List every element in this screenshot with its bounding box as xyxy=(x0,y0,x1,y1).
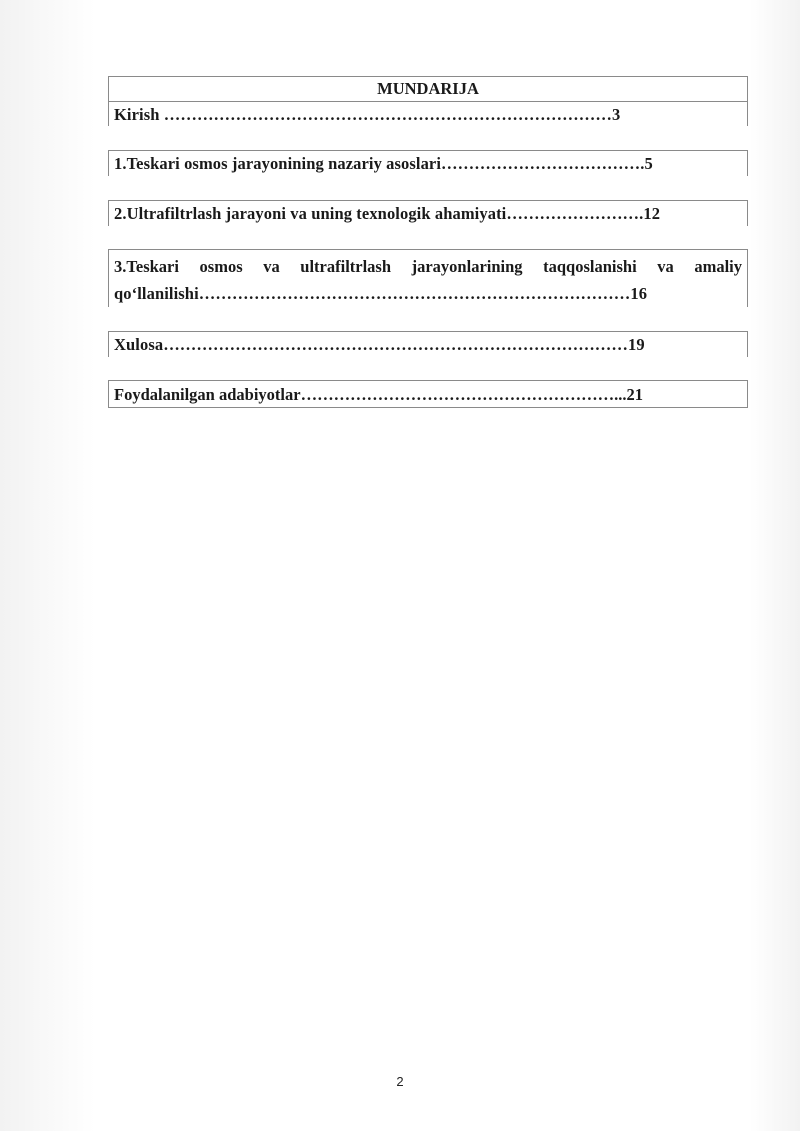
toc-entry-chapter-3-line-2[interactable]: qo‘llanilishi……………………………………………………………………16 xyxy=(114,284,648,303)
toc-section-intro xyxy=(108,76,748,126)
page-number: 2 xyxy=(396,1074,404,1089)
toc-entry-chapter-2[interactable]: 2.Ultrafiltrlash jarayoni va uning texnologik ahamiyati…………………….12 xyxy=(114,204,661,223)
toc-section-conclusion xyxy=(108,331,748,357)
toc-entry-xulosa[interactable]: Xulosa…………………………………………………………………………19 xyxy=(114,335,645,354)
toc-section-1 xyxy=(108,150,748,176)
toc-entry-chapter-3-line-1[interactable]: 3.Teskari osmos va ultrafiltrlash jarayonlarining taqqoslanishi va amaliy xyxy=(114,257,742,276)
page-shadow-right xyxy=(750,0,800,1131)
page-shadow-left xyxy=(0,0,95,1131)
toc-section-references xyxy=(108,380,748,408)
toc-entry-chapter-1[interactable]: 1.Teskari osmos jarayonining nazariy asoslari……………………………….5 xyxy=(114,154,653,173)
toc-section-3 xyxy=(108,249,748,307)
toc-section-2 xyxy=(108,200,748,226)
toc-entry-references[interactable]: Foydalanilgan adabiyotlar…………………………………………………...21 xyxy=(114,385,643,404)
toc-entry-kirish[interactable]: Kirish ………………………………………………………………………3 xyxy=(114,105,621,124)
toc-heading: MUNDARIJA xyxy=(108,77,748,102)
